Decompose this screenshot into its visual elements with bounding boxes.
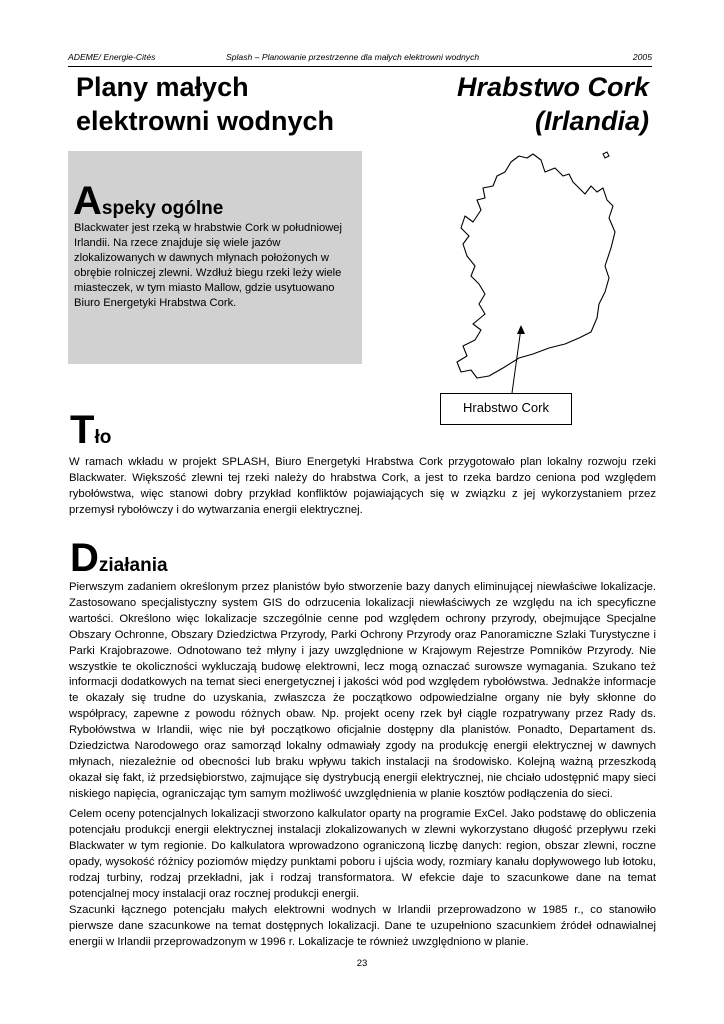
page-title-line1: Plany małych <box>76 72 249 102</box>
aspects-heading-rest: speky ogólne <box>101 198 224 219</box>
callout-pointer-line <box>512 328 521 393</box>
background-paragraph: W ramach wkładu w projekt SPLASH, Biuro Energetyki Hrabstwa Cork przygotowało plan lokalny rozwoju rzeki Blackwater. Większość zlewni tej rzeki należy do hrabstwa Cork, a jest to rzeka bardzo ceniona pod względem rybołówstwa, więc stanowi dobry przykład konfliktów pojawiających się w związku z jej wykorzystaniem przez przemysł rybołówczy i do wytwarzania energii elektrycznej. <box>69 456 656 516</box>
background-heading <box>70 408 111 453</box>
actions-heading-rest: ziałania <box>98 555 168 576</box>
county-callout-label: Hrabstwo Cork <box>440 393 572 425</box>
actions-heading <box>70 536 168 581</box>
page-header <box>68 52 652 67</box>
ireland-map <box>437 148 627 398</box>
aspects-heading-initial: A <box>73 179 102 223</box>
aspects-text: Blackwater jest rzeką w hrabstwie Cork w południowej Irlandii. Na rzece znajduje się wiele jazów zlokalizowanych w dawnych młynach położonych w obrębie rolniczej zlewni. Wzdłuż biegu rzeki leży wiele miasteczek, w tym miasto Mallow, gdzie usytuowano Biuro Energetyki Hrabstwa Cork. <box>74 222 342 309</box>
header-document-title: Splash – Planowanie przestrzenne dla małych elektrowni wodnych <box>226 52 480 62</box>
actions-paragraph-3: Szacunki łącznego potencjału małych elektrowni wodnych w Irlandii przeprowadzono w 1985 r., co stanowiło pierwsze dane szacunkowe na temat dostępnych lokalizacji. Dane te uzupełniono szacunkiem źródeł odnawialnej energii w Irlandii przeprowadzonym w 1996 r. Lokalizacje te również uwzględniono w planie. <box>69 904 656 948</box>
background-heading-initial: T <box>70 408 95 452</box>
actions-heading-initial: D <box>70 536 99 580</box>
actions-paragraph-2: Celem oceny potencjalnych lokalizacji stworzono kalkulator oparty na programie ExCel. Jako podstawę do obliczenia potencjału produkcji energii elektrycznej instalacji zlokalizowanych w zlewni wykorzystano długość przepływu rzeki Blackwater w tym regionie. Do kalkulatora wprowadzono ograniczoną liczbę danych: region, obszar zlewni, roczne opady, wysokość różnicy poziomów między punktami poboru i ujścia wody, rozmiary kanału dopływowego lub łotoku, rodzaj turbiny, rodzaj przekładni, jak i rodzaj transformatora. W efekcie daje to szacunkowe dane na temat potencjalnej mocy instalacji oraz rocznej produkcji energii. <box>69 808 656 900</box>
location-title <box>349 70 649 138</box>
header-org: ADEME/ Energie-Cités <box>68 52 156 62</box>
ireland-islet <box>603 152 609 158</box>
location-title-line1: Hrabstwo Cork <box>456 72 649 102</box>
location-title-line2: (Irlandia) <box>534 106 649 136</box>
actions-paragraph-1: Pierwszym zadaniem określonym przez planistów było stworzenie bazy danych eliminującej niewłaściwe lokalizacje. Zastosowano specjalistyczny system GIS do odrzucenia lokalizacji niewłaściwych ze względu na ich specyficzne wartości. Określono więc lokalizacje szczególnie cenne pod względem ochrony przyrody, obejmujące Specjalne Obszary Ochronne, Obszary Dziedzictwa Przyrody, Parki Ochrony Przyrody oraz Panoramiczne Szlaki Turystyczne i Parki Krajobrazowe. Odnotowano też młyny i jazy uwzględnione w Krajowym Rejestrze Pomników Przyrody. Nie wszystkie te okoliczności wykluczają budowę elektrowni, lecz mogą oznaczać surowsze wymagania. Szukano też informacji dodatkowych na temat sieci energetycznej i jakości wód pod względem rybołówstwa. Jednakże informacje te okazały się trudne do uzyskania, zwłaszcza że początkowo odpowiedzialne organy nie były skłonne do współpracy, zapewne z powodu różnych obaw. Np. projekt oceny rzek był ciągle rozpatrywany przez Rady ds. Rybołówstwa w Irlandii, więc nie był początkowo oficjalnie dostępny dla planistów. Ponadto, Departament ds. Dziedzictwa Narodowego oraz samorząd lokalny odmawiały zgody na produkcję energii elektrycznej w dawnych młynach, niezależnie od obecności lub braku wpływu takich instalacji na środowisko. Kolejną ważną przeszkodą okazał się fakt, iż przedsiębiorstwo, zajmujące się dystrybucją energii elektrycznej, nie chciało udostępnić mapy sieci niskiego napięcia, ograniczając tym samym możliwość uwzględnienia w planie kosztów podłączenia do sieci. <box>69 581 656 800</box>
aspects-heading <box>73 179 223 224</box>
header-year: 2005 <box>632 52 652 62</box>
page-number: 23 <box>356 958 368 969</box>
background-heading-rest: ło <box>94 427 112 448</box>
page-title-line2: elektrowni wodnych <box>76 106 335 136</box>
ireland-outline <box>457 154 615 378</box>
callout-pointer-arrowhead <box>517 325 525 334</box>
aspects-box <box>68 151 362 364</box>
